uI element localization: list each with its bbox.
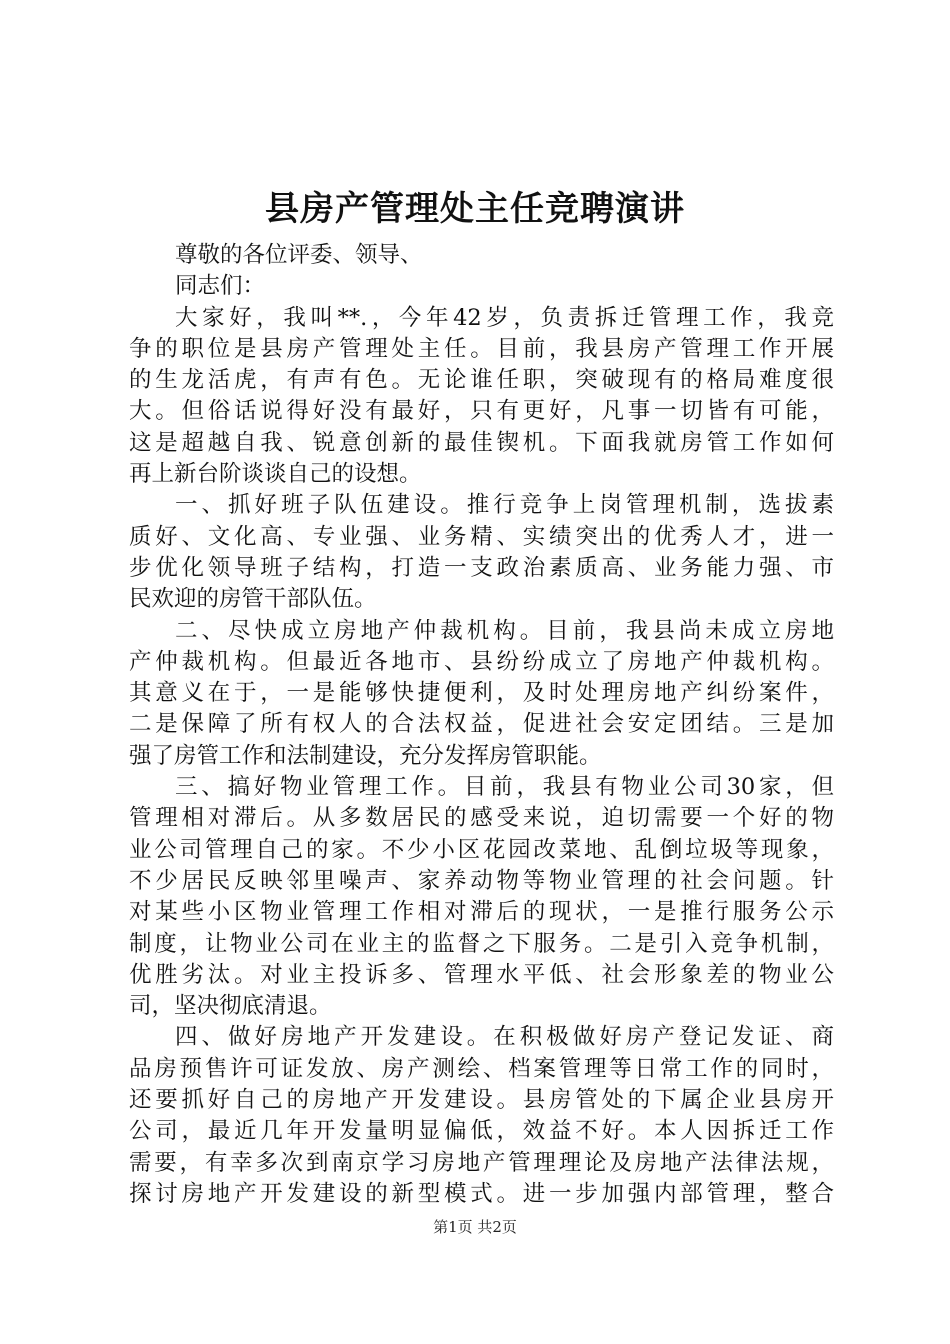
text-line: 二、尽快成立房地产仲裁机构。目前，我县尚未成立房地 <box>175 617 834 644</box>
text-line: 再上新台阶谈谈自己的设想。 <box>129 461 422 488</box>
text-line: 一、抓好班子队伍建设。推行竞争上岗管理机制，选拔素 <box>175 492 834 519</box>
text-line: 探讨房地产开发建设的新型模式。进一步加强内部管理，整合 <box>129 1180 834 1207</box>
text-line: 大。但俗话说得好没有最好，只有更好，凡事一切皆有可能， <box>129 398 834 425</box>
text-line: 的生龙活虎，有声有色。无论谁任职，突破现有的格局难度很 <box>129 367 834 394</box>
document-body <box>129 240 834 1210</box>
text-line: 三、搞好物业管理工作。目前，我县有物业公司30家，但 <box>175 774 834 801</box>
text-line: 对某些小区物业管理工作相对滞后的现状，一是推行服务公示 <box>129 899 834 926</box>
text-line: 公司，最近几年开发量明显偏低，效益不好。本人因拆迁工作 <box>129 1118 834 1145</box>
text-line: 二是保障了所有权人的合法权益，促进社会安定团结。三是加 <box>129 711 834 738</box>
text-line: 大家好，我叫**.，今年42岁，负责拆迁管理工作，我竞 <box>175 304 834 331</box>
text-line: 步优化领导班子结构，打造一支政治素质高、业务能力强、市 <box>129 554 834 581</box>
text-line: 同志们： <box>175 273 266 300</box>
text-line: 产仲裁机构。但最近各地市、县纷纷成立了房地产仲裁机构。 <box>129 648 834 675</box>
text-line: 品房预售许可证发放、房产测绘、档案管理等日常工作的同时， <box>129 1055 834 1082</box>
text-line: 这是超越自我、锐意创新的最佳锲机。下面我就房管工作如何 <box>129 429 834 456</box>
text-line: 还要抓好自己的房地产开发建设。县房管处的下属企业县房开 <box>129 1087 834 1114</box>
text-line: 民欢迎的房管干部队伍。 <box>129 586 377 613</box>
text-line: 制度，让物业公司在业主的监督之下服务。二是引入竞争机制， <box>129 930 834 957</box>
text-line: 强了房管工作和法制建设，充分发挥房管职能。 <box>129 742 602 769</box>
text-line: 争的职位是县房产管理处主任。目前，我县房产管理工作开展 <box>129 335 834 362</box>
page-footer: 第1页 共2页 <box>433 1218 517 1236</box>
text-line: 四、做好房地产开发建设。在积极做好房产登记发证、商 <box>175 1024 834 1051</box>
text-line: 管理相对滞后。从多数居民的感受来说，迫切需要一个好的物 <box>129 805 834 832</box>
text-line: 需要，有幸多次到南京学习房地产管理理论及房地产法律法规， <box>129 1149 834 1176</box>
text-line: 尊敬的各位评委、领导、 <box>175 242 423 268</box>
text-line: 其意义在于，一是能够快捷便利，及时处理房地产纠纷案件， <box>129 680 834 707</box>
text-line: 司，坚决彻底清退。 <box>129 993 332 1020</box>
text-line: 质好、文化高、专业强、业务精、实绩突出的优秀人才，进一 <box>129 523 834 550</box>
text-line: 优胜劣汰。对业主投诉多、管理水平低、社会形象差的物业公 <box>129 961 834 988</box>
text-line: 业公司管理自己的家。不少小区花园改菜地、乱倒垃圾等现象， <box>129 836 834 863</box>
text-line: 不少居民反映邻里噪声、家养动物等物业管理的社会问题。针 <box>129 867 834 894</box>
document-title: 县房产管理处主任竞聘演讲 <box>265 189 685 229</box>
